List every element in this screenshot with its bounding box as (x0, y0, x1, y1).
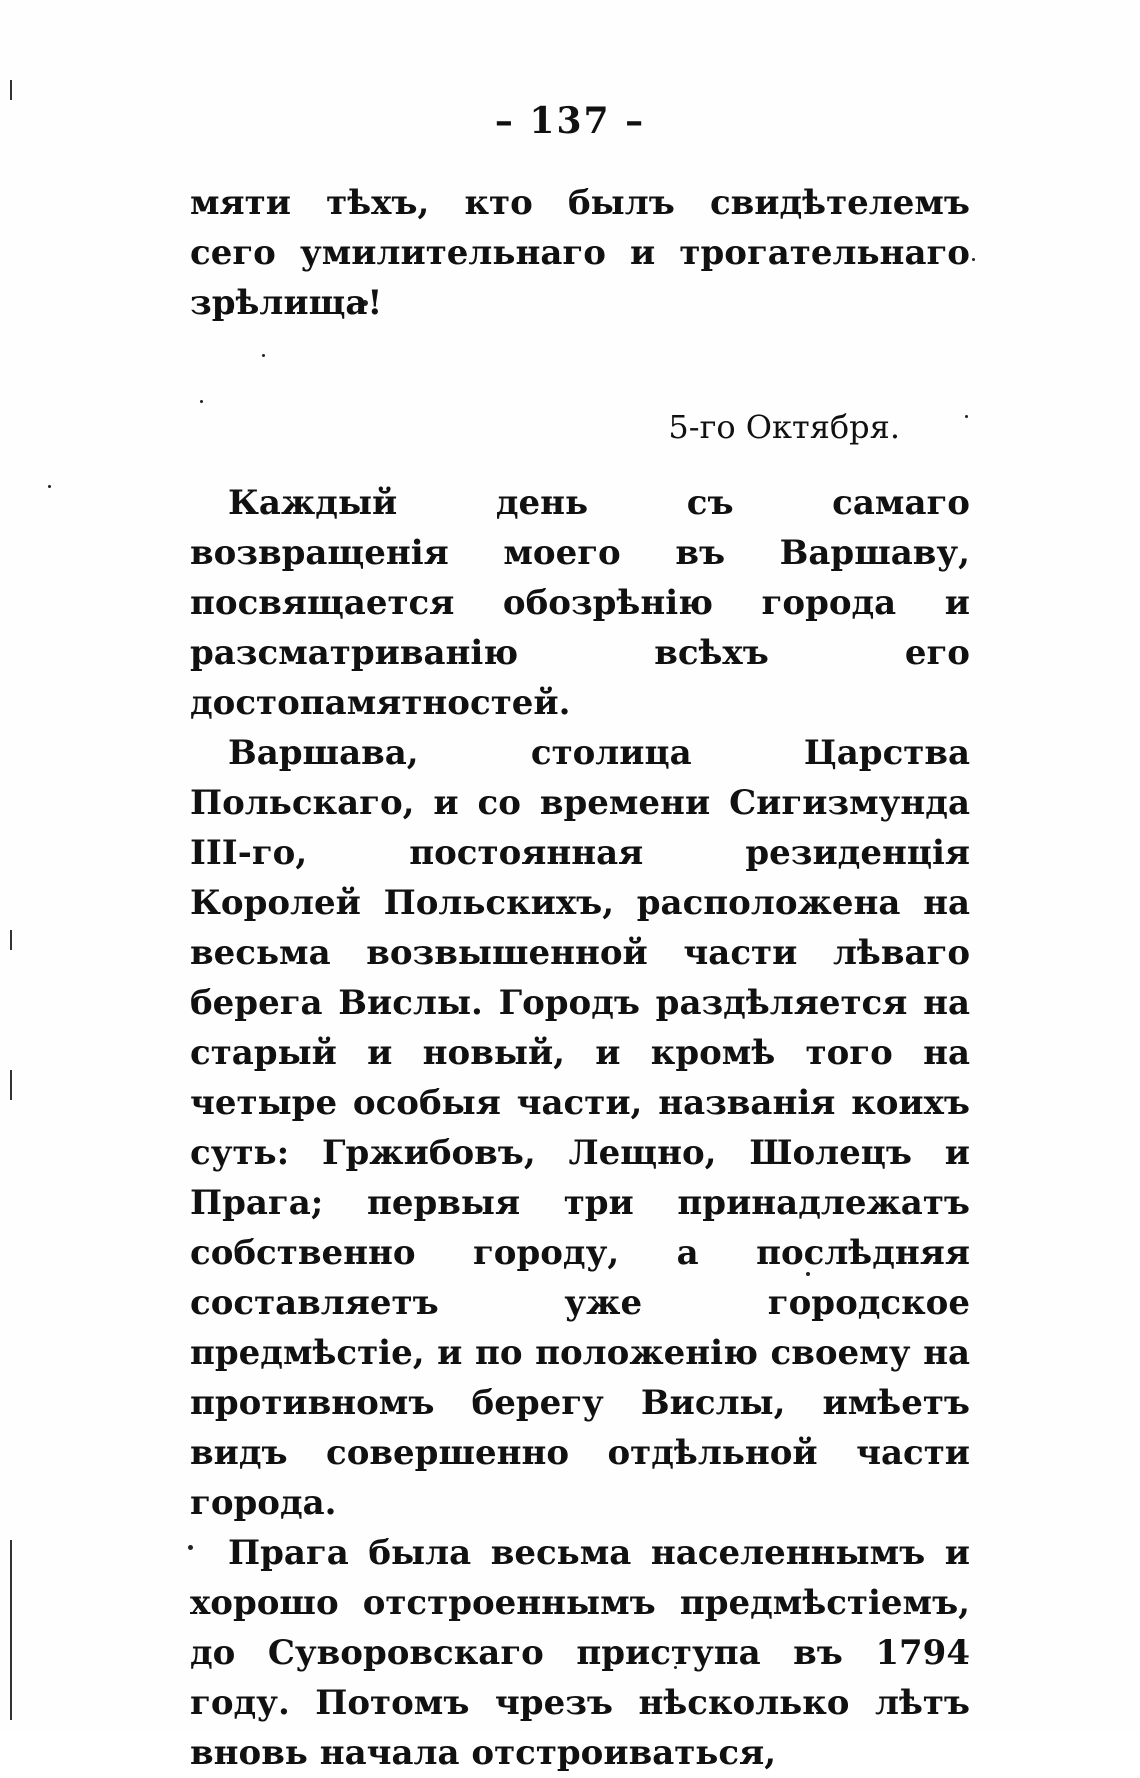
scan-edge-mark (10, 1540, 12, 1720)
opening-text-block (190, 178, 970, 328)
scan-speck (48, 485, 51, 488)
scan-edge-mark (10, 1070, 12, 1100)
opening-paragraph: мяти тѣхъ, кто былъ свидѣтелемъ сего умилительнаго и трогательнаго зрѣлища! (190, 183, 970, 323)
scan-speck (965, 415, 968, 418)
paragraph: Прага была весьма населеннымъ и хорошо отстроеннымъ предмѣстіемъ, до Суворовскаго приступа въ 1794 году. Потомъ чрезъ нѣсколько лѣтъ вновь начала отстроиваться, (190, 1533, 970, 1773)
scan-speck (262, 354, 265, 357)
date-heading: 5-го Октября. (668, 408, 900, 446)
paragraph: Каждый день съ самаго возвращенія моего въ Варшаву, посвящается обозрѣнію города и разсматриванію всѣхъ его достопамятностей. (190, 483, 970, 723)
page-number: – 137 – (494, 100, 646, 142)
scan-edge-mark (10, 80, 12, 100)
scan-edge-mark (10, 930, 12, 950)
paragraph: Варшава, столица Царства Польскаго, и со времени Сигизмунда III-го, постоянная резиденція Королей Польскихъ, расположена на весьма возвышенной части лѣваго берега Вислы. Городъ раздѣляется на старый и новый, и кромѣ того на четыре особыя части, названія коихъ суть: Гржибовъ, Лещно, Шолецъ и Прага; первыя три принадлежатъ собственно городу, а послѣдняя составляетъ уже городское предмѣстіе, и по положенію своему на противномъ берегу Вислы, имѣетъ видъ совершенно отдѣльной части города. (190, 733, 970, 1523)
scan-speck (972, 258, 975, 261)
main-text-block (190, 478, 970, 1778)
scan-speck (200, 400, 203, 403)
